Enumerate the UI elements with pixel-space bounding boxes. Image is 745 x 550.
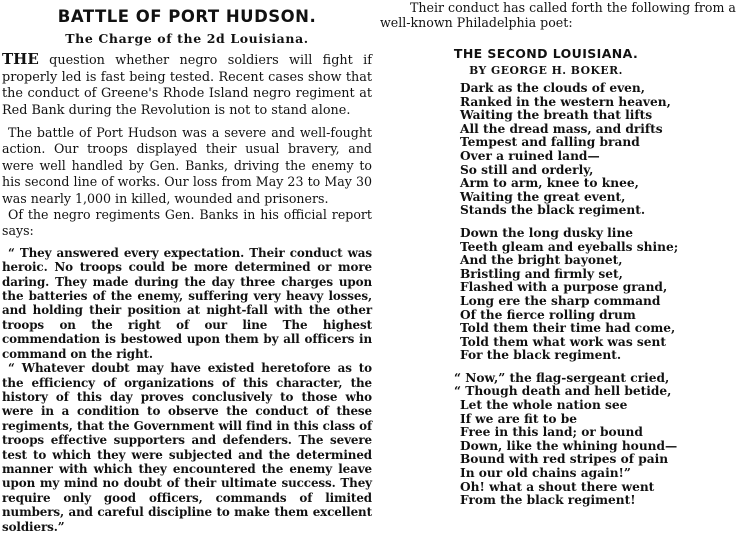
report-quote-2: “ Whatever doubt may have existed heretofore as to the efficiency of organizations of this character, the history of this day proves conclusively to those who were in a condition to observe the conduct of these regiments, that the Government will find in this class of troops effective supporters and defenders. The severe test to which they were subjected and the determined manner with which they encountered the enemy leave upon my mind no doubt of their ultimate success. They require only good officers, commands of limited numbers, and careful discipline to make them excellent soldiers.” xyxy=(2,361,372,534)
lead-first-word: THE xyxy=(2,50,39,68)
lead-paragraph xyxy=(2,51,372,119)
poem-line: Over a ruined land— xyxy=(460,148,600,163)
lead-text: question whether negro soldiers will fight if properly led is fast being tested. Recent cases show that the conduct of Greene's Rhode Island negro regiment at Red Bank during the Revolution is not to stand alone. xyxy=(2,53,372,118)
left-article xyxy=(2,6,372,534)
article-subhead: The Charge of the 2d Louisiana. xyxy=(65,31,309,46)
poem-line: In our old chains again!” xyxy=(460,466,631,481)
poem-line: Tempest and falling brand xyxy=(460,135,640,150)
poem-line: Teeth gleam and eyeballs shine; xyxy=(460,239,679,254)
poem-line: Bristling and firmly set, xyxy=(460,266,623,281)
poem-line: Waiting the breath that lifts xyxy=(460,108,653,123)
poem-line: Down the long dusky line xyxy=(460,225,634,240)
poem-line: Down, like the whining hound— xyxy=(460,438,678,453)
battle-paragraph: The battle of Port Hudson was a severe and well-fought action. Our troops displayed their usual bravery, and were well handled by Gen. Banks, driving the enemy to his second line of works. Our loss from May 23 to May 30 was nearly 1,000 in killed, wounded and prisoners. xyxy=(2,125,372,206)
report-quote-1: “ They answered every expectation. Their conduct was heroic. No troops could be more determined or more daring. They made during the day three charges upon the batteries of the enemy, suffering very heavy losses, and holding their position at night-fall with the other troops on the right of our line The highest commendation is bestowed upon them by all officers in command on the right. xyxy=(2,245,372,361)
poem-line: Of the fierce rolling drum xyxy=(460,307,636,322)
report-intro-paragraph: Of the negro regiments Gen. Banks in his official report says: xyxy=(2,207,372,239)
article-headline: BATTLE OF PORT HUDSON. xyxy=(57,7,317,26)
poem-line: All the dread mass, and drifts xyxy=(460,121,663,136)
poem-stanza-3 xyxy=(380,372,742,508)
poem-line: If we are fit to be xyxy=(460,411,578,426)
poem-line: So still and orderly, xyxy=(460,162,594,177)
poem-line: Told them their time had come, xyxy=(460,321,676,336)
poem-line: Let the whole nation see xyxy=(460,398,628,413)
poem-line: Dark as the clouds of even, xyxy=(460,81,646,95)
poem-line: From the black regiment! xyxy=(460,493,636,508)
poem-line: Told them what work was sent xyxy=(460,334,667,349)
poem-stanza-2 xyxy=(380,227,742,363)
poem-line: For the black regiment. xyxy=(460,348,622,363)
poem-line: Stands the black regiment. xyxy=(460,203,646,218)
poem-line: Long ere the sharp command xyxy=(460,293,661,308)
poem-line: Waiting the great event, xyxy=(460,189,626,204)
poem-intro: Their conduct has called forth the following from a well-known Philadelphia poet: xyxy=(380,0,736,30)
poem-line: Arm to arm, knee to knee, xyxy=(460,176,639,191)
poem-line: Flashed with a purpose grand, xyxy=(460,280,668,295)
poem-line: “ Now,” the flag-sergeant cried, xyxy=(454,370,670,385)
right-article xyxy=(380,0,742,517)
poem-stanza-1 xyxy=(380,82,742,218)
poem-line: And the bright bayonet, xyxy=(460,253,623,268)
poem-line: Oh! what a shout there went xyxy=(460,479,655,494)
poem-line: Bound with red stripes of pain xyxy=(460,452,669,467)
poem-line: Ranked in the western heaven, xyxy=(460,94,671,109)
poem-title: THE SECOND LOUISIANA. xyxy=(453,46,639,61)
poem-byline: BY GEORGE H. BOKER. xyxy=(469,64,623,77)
poem-line: Free in this land; or bound xyxy=(460,425,643,440)
poem-line: “ Though death and hell betide, xyxy=(454,384,672,399)
